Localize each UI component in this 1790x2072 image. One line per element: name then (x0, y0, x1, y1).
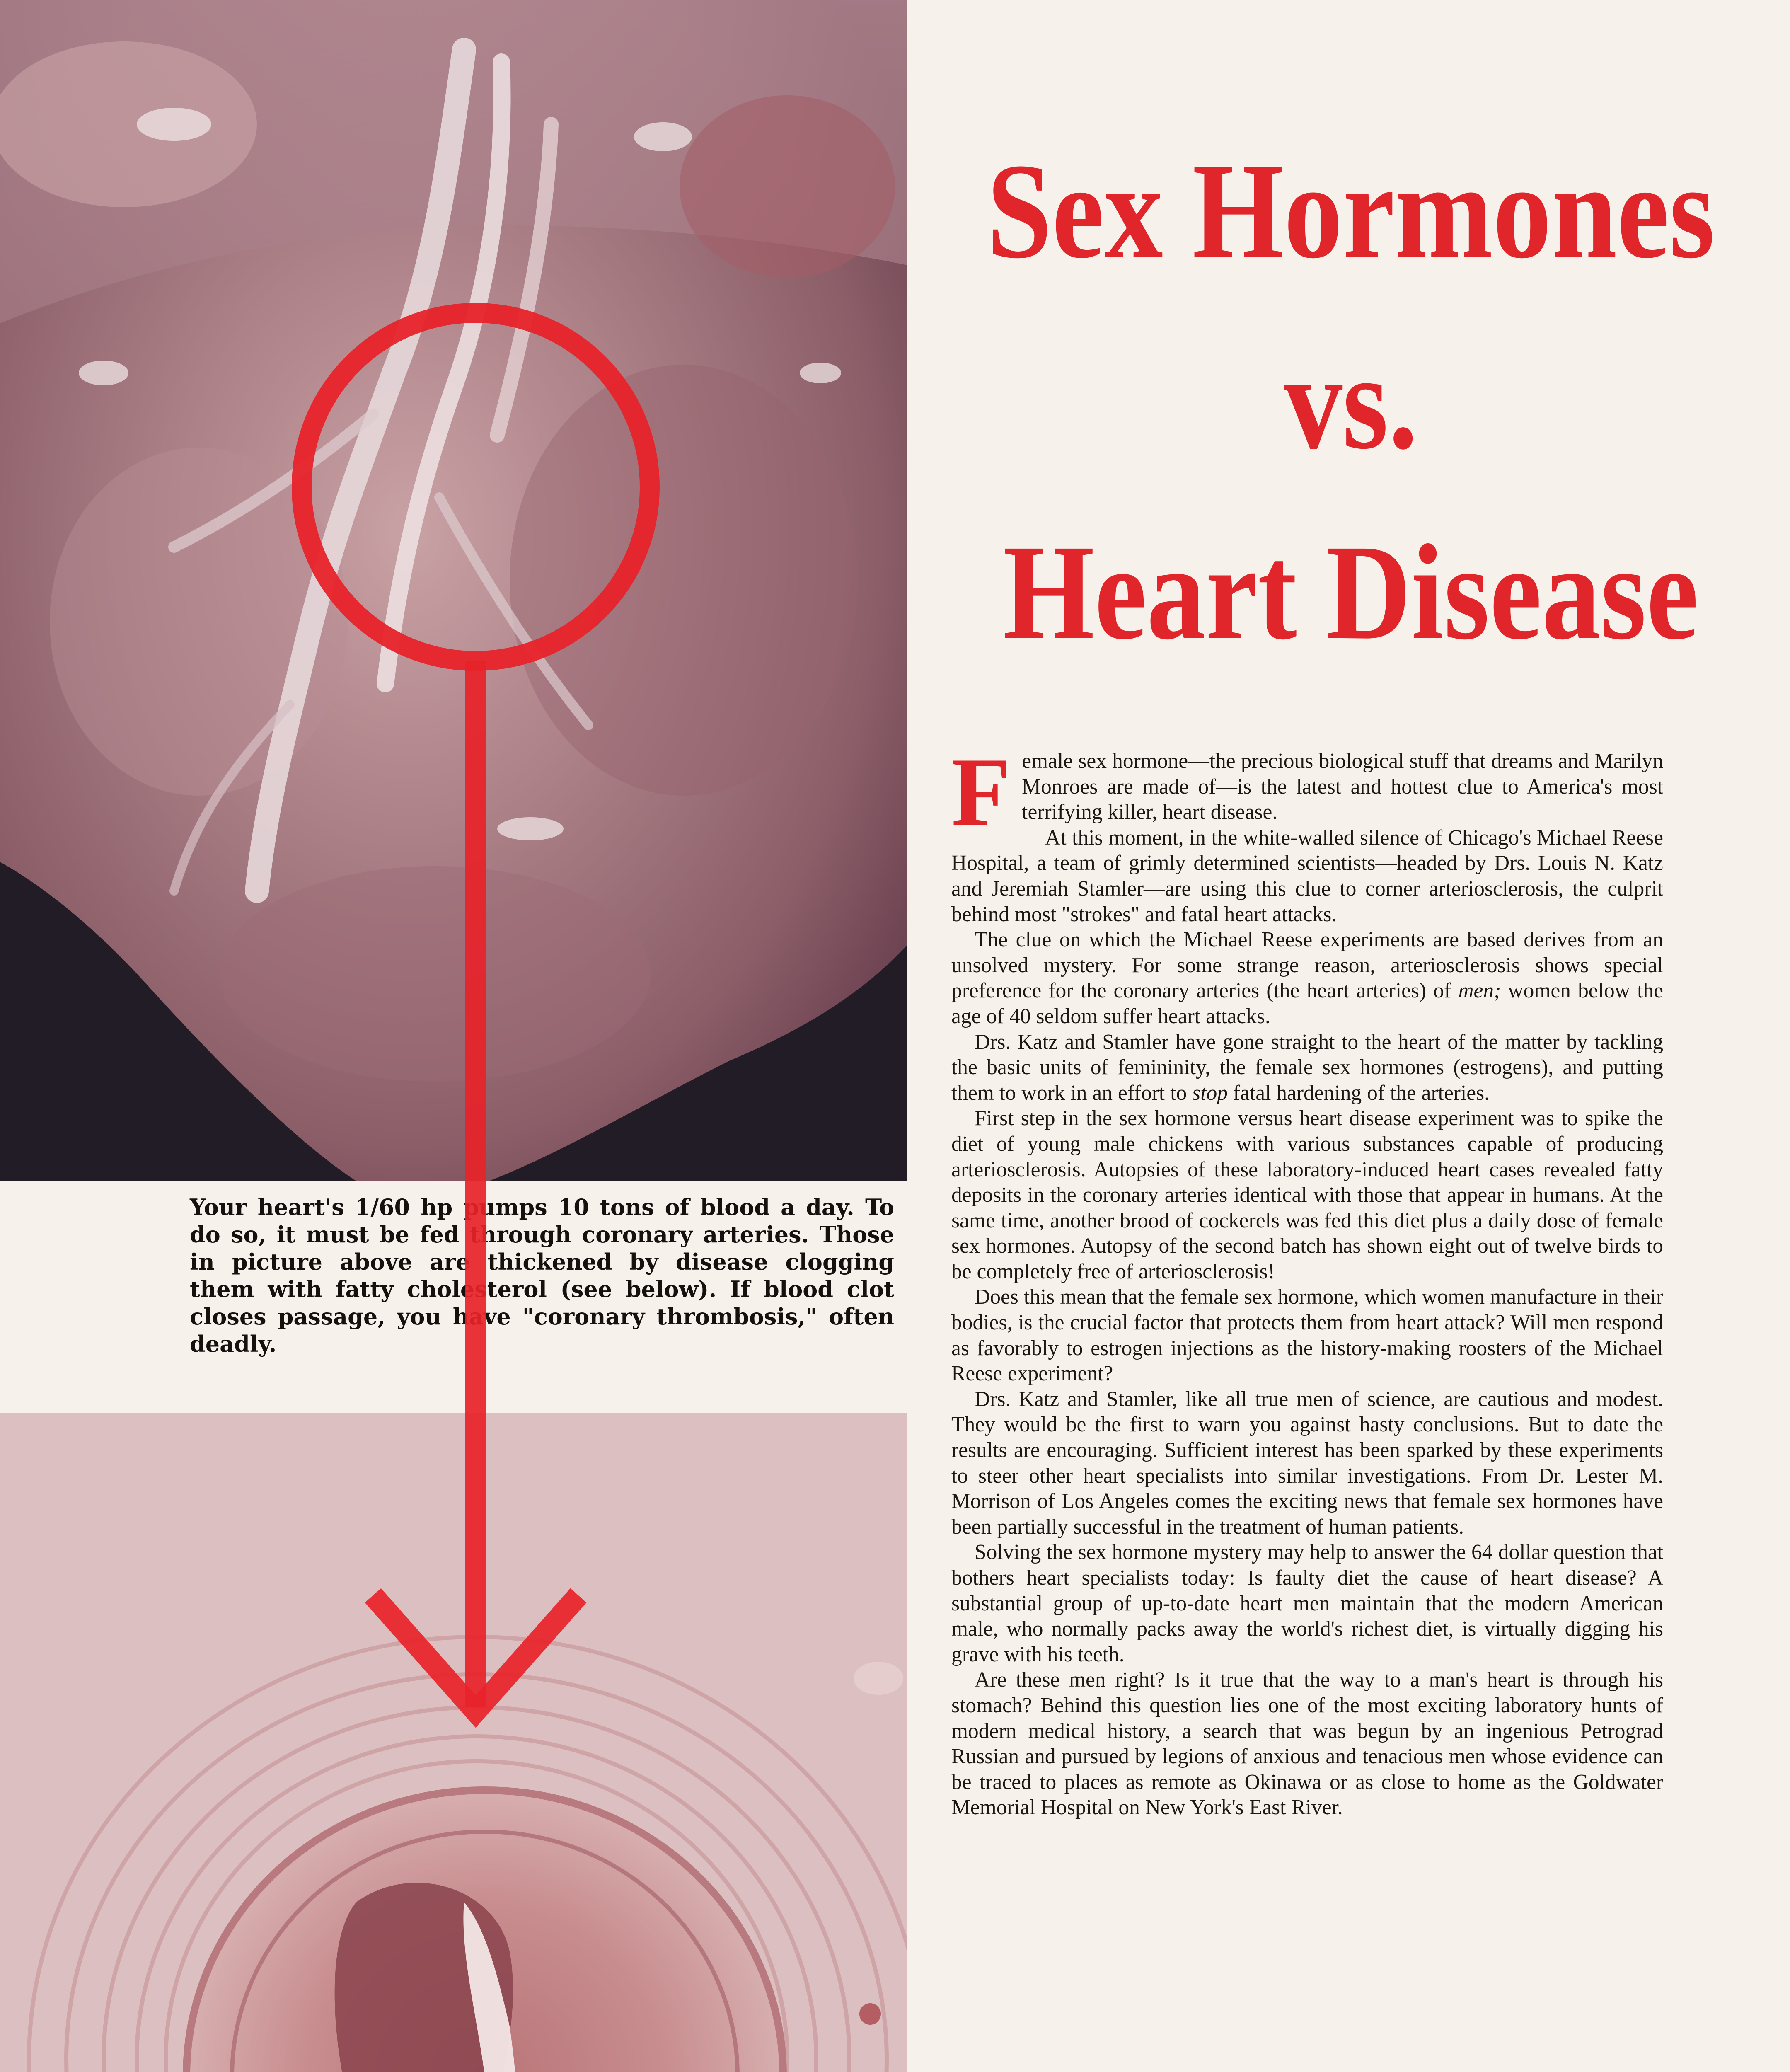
heart-photo (0, 0, 907, 1181)
artery-cross-section-photo (0, 1413, 907, 2072)
paragraph-1 (951, 738, 1663, 846)
paragraph-7: Drs. Katz and Stamler, like all true men of science, are cautious and modest. They would be the first to warn you against hasty conclusions. But to date the results are encouraging. Sufficient interest has been sparked by these experiments to steer other heart specialists into similar investigations. From Dr. Lester M. Morrison of Los Angeles comes the exciting news that female sex hormones have been partially successful in the treatment of human patients. (951, 1387, 1663, 1539)
paragraph-5: First step in the sex hormone versus heart disease experiment was to spike the diet of young male chickens with various substances capable of producing arteriosclerosis. Autopsies of these laboratory-induced heart cases revealed fatty deposits in the coronary arteries identical with those that appear in humans. At the same time, another brood of cockerels was fed this diet plus a daily dose of female sex hormones. Autopsy of the second batch has shown eight out of twelve birds to be completely free of arteriosclerosis! (951, 1106, 1663, 1283)
paragraph-2: At this moment, in the white-walled silence of Chicago's Michael Reese Hospital, a team of grimly determined scientists—headed by Drs. Louis N. Katz and Jeremiah Stamler—are using this clue to corner arteriosclerosis, the culprit behind most "strokes" and fatal heart attacks. (951, 825, 1663, 926)
drop-cap: F (951, 738, 1011, 846)
photo-caption: Your heart's 1/60 hp pumps 10 tons of blood a day. To do so, it must be fed through coronary arteries. Those in picture above are thickened by disease clogging them with fatty cholesterol (see below). If blood clot closes passage, you have "coronary thrombosis," often deadly. (190, 1194, 894, 1357)
paragraph-1-text: emale sex hormone—the precious biological stuff that dreams and Marilyn Monroes are made of—is the latest and hottest clue to America's most terrifying killer, heart disease. (1022, 749, 1663, 824)
paragraph-9: Are these men right? Is it true that the way to a man's heart is through his stomach? Behind this question lies one of the most exciting laboratory hunts of modern medical history, a search that was begun by an ingenious Petrograd Russian and pursued by legions of anxious and tenacious men whose evidence can be traced to places as remote as Okinawa or as close to home as the Goldwater Memorial Hospital on New York's East River. (951, 1668, 1663, 1820)
title-line-1: Sex Hormones (987, 136, 1715, 287)
paragraph-3-text-a: The clue on which the Michael Reese experiments are based derives from an unsolved mystery. For some strange reason, arteriosclerosis shows special preference for the coronary arteries (the heart arteries) of (951, 928, 1663, 1003)
paragraph-3-emphasis: men; (1458, 979, 1501, 1003)
paragraph-4-emphasis: stop (1192, 1081, 1228, 1105)
paragraph-4-text-b: fatal hardening of the arteries. (1228, 1081, 1490, 1105)
article-title (984, 116, 1718, 688)
paragraph-8: Solving the sex hormone mystery may help to answer the 64 dollar question that bothers heart specialists today: Is faulty diet the cause of heart disease? A substantial group of up-to-date heart men maintain that the modern American male, who normally packs away the world's richest diet, is virtually digging his grave with his teeth. (951, 1540, 1663, 1666)
title-line-3: Heart Disease (1003, 517, 1699, 668)
paragraph-3 (951, 927, 1663, 1029)
paragraph-4 (951, 1029, 1663, 1106)
title-line-2: vs. (1284, 326, 1418, 477)
paragraph-6: Does this mean that the female sex hormone, which women manufacture in their bodies, is the crucial factor that protects them from heart attack? Will men respond as favorably to estrogen injections as the history-making roosters of the Michael Reese experiment? (951, 1285, 1663, 1386)
article-body (951, 738, 1663, 1820)
paragraph-4-text-a: Drs. Katz and Stamler have gone straight to the heart of the matter by tackling the basic units of femininity, the female sex hormones (estrogens), and putting them to work in an effort to (951, 1030, 1663, 1105)
paragraph-3-text-b: women below the age of 40 seldom suffer heart attacks. (951, 979, 1663, 1028)
